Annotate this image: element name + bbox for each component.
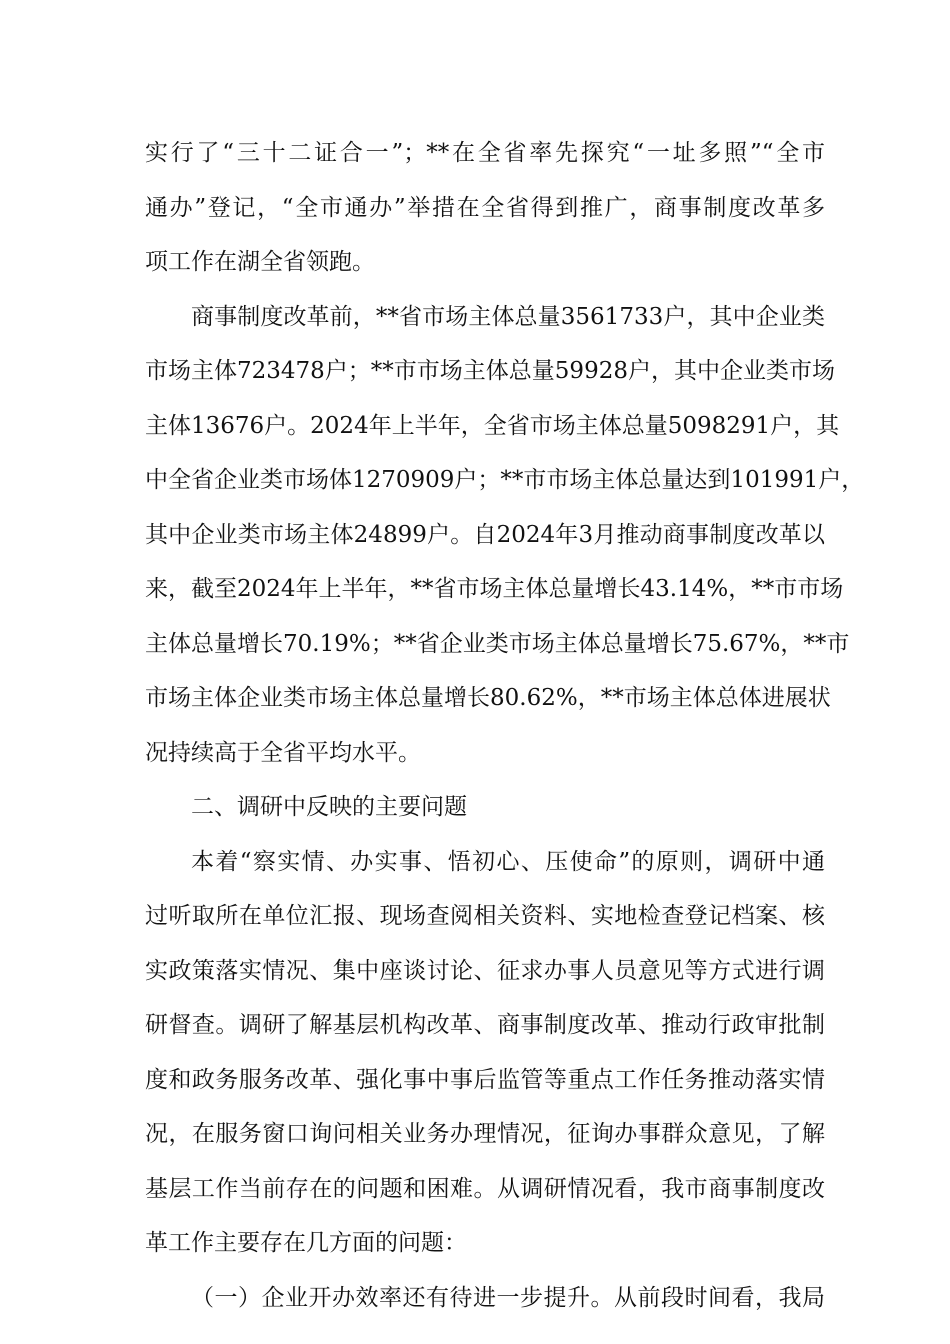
- text-line: 基层工作当前存在的问题和困难。从调研情况看，我市商事制度改: [145, 1175, 825, 1202]
- text-line: 市场主体723478户；**市市场主体总量59928户，其中企业类市场: [145, 358, 835, 384]
- text-line: 实政策落实情况、集中座谈讨论、征求办事人员意见等方式进行调: [145, 957, 825, 984]
- section-heading: 二、调研中反映的主要问题: [191, 794, 467, 820]
- document-body: [145, 126, 865, 1325]
- text-line: 主体总量增长70.19%；**省企业类市场主体总量增长75.67%，**市: [145, 630, 850, 657]
- text-line: 实行了“三十二证合一”；**在全省率先探究“一址多照”“全市: [145, 140, 825, 166]
- text-line: 度和政务服务改革、强化事中事后监管等重点工作任务推动落实情: [145, 1066, 825, 1093]
- text-line: 通办”登记，“全市通办”举措在全省得到推广，商事制度改革多: [145, 194, 825, 221]
- text-line: 研督查。调研了解基层机构改革、商事制度改革、推动行政审批制: [145, 1012, 825, 1038]
- text-line: 来，截至2024年上半年，**省市场主体总量增长43.14%，**市市场: [145, 576, 844, 602]
- text-line: 市场主体企业类市场主体总量增长80.62%，**市场主体总体进展状: [145, 685, 831, 711]
- text-line: 其中企业类市场主体24899户。自2024年3月推动商事制度改革以: [145, 521, 825, 548]
- text-line: 主体13676户。2024年上半年，全省市场主体总量5098291户，其: [145, 412, 840, 439]
- paragraph-first-line: 本着“察实情、办实事、悟初心、压使命”的原则，调研中通: [191, 848, 825, 875]
- text-line: 革工作主要存在几方面的问题：: [145, 1230, 467, 1256]
- text-line: 项工作在湖全省领跑。: [145, 249, 375, 275]
- text-line: 况持续高于全省平均水平。: [145, 739, 421, 766]
- subsection-heading: （一）企业开办效率还有待进一步提升。从前段时间看，我局: [191, 1284, 825, 1311]
- text-line: 中全省企业类市场体1270909户；**市市场主体总量达到101991户，: [145, 467, 865, 493]
- text-line: 况，在服务窗口询问相关业务办理情况，征询办事群众意见，了解: [145, 1121, 825, 1147]
- text-line: 过听取所在单位汇报、现场查阅相关资料、实地检查登记档案、核: [145, 903, 825, 929]
- paragraph-first-line: 商事制度改革前，**省市场主体总量3561733户，其中企业类: [191, 303, 825, 330]
